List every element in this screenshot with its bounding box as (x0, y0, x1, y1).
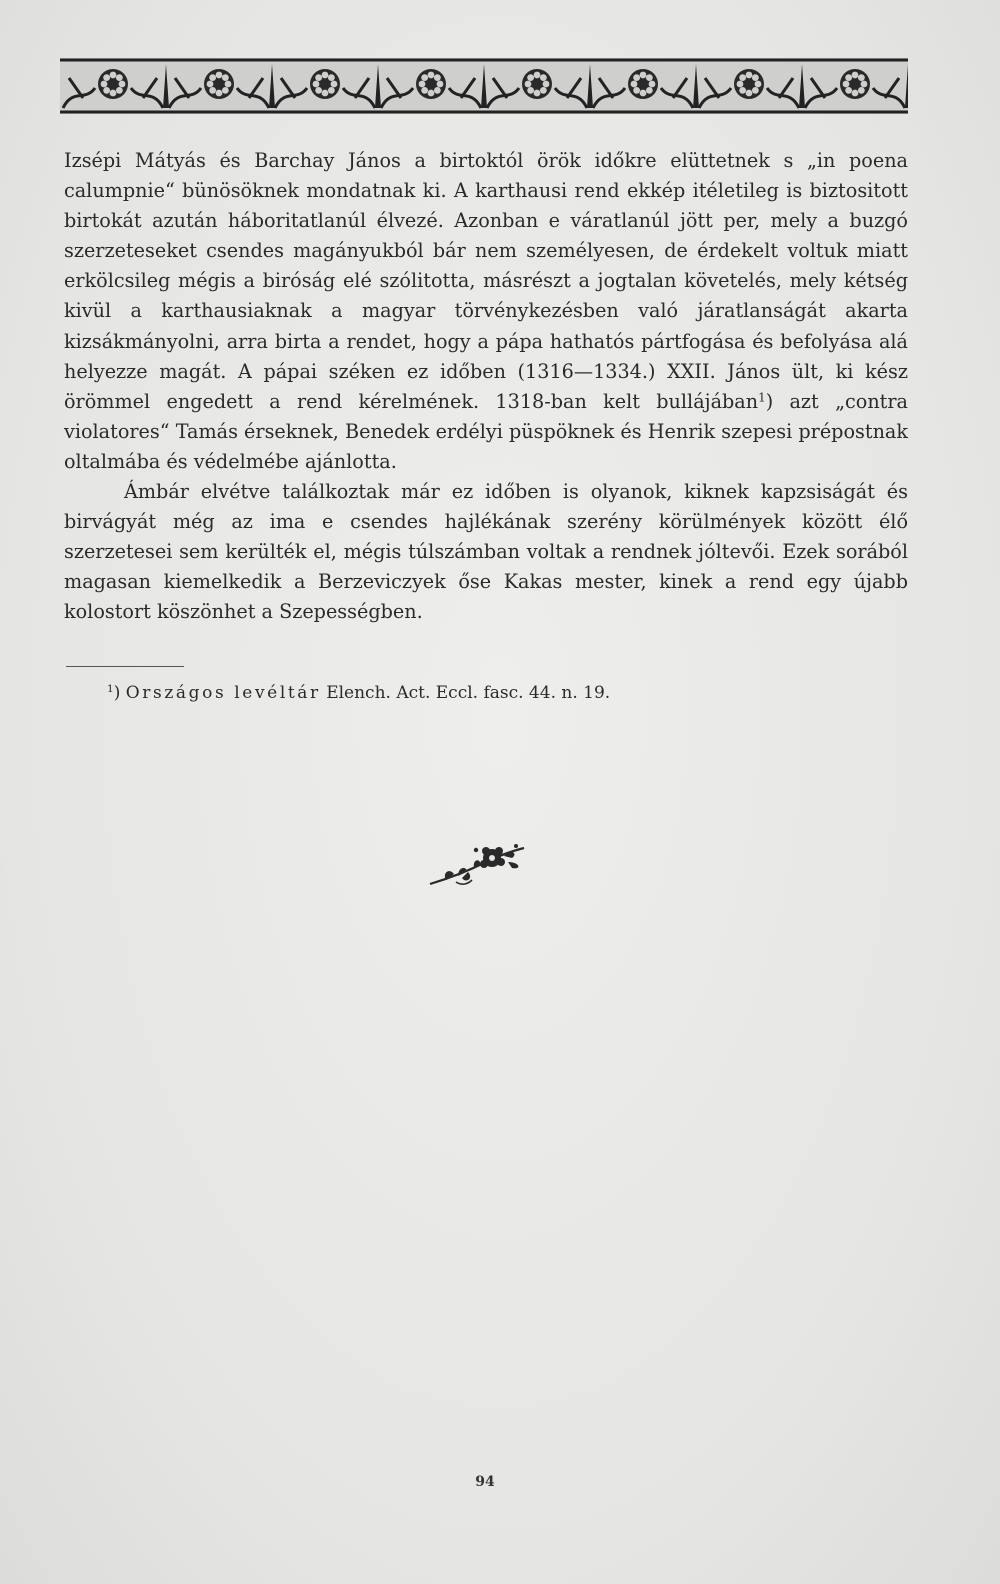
footnote-reference-text: Elench. Act. Eccl. fasc. 44. n. 19. (326, 683, 611, 703)
footnote-source: Országos levéltár (125, 683, 321, 703)
footnote-marker-paren: ) (113, 683, 121, 703)
paragraph-1-text: Izsépi Mátyás és Barchay János a birtoktól örök időkre elüttetnek s „in poena calumpnie“ bünösöknek mondatnak ki. A karthausi rend ekkép itéletileg is biztositott birtokát azután háboritatlanúl élvezé. Azonban e váratlanúl jött per, mely a buzgó szerzeteseket csendes magányukból bár nem személyesen, de érdekelt voltuk miatt erkölcsileg mégis a biróság elé szólitotta, másrészt a jogtalan követelés, mely kétség kivül a karthausiaknak a magyar törvénykezésben való járatlanságát akarta kizsákmányolni, arra birta a rendet, hogy a pápa hathatós pártfogása és befolyása alá helyezze magát. A pápai széken ez időben (1316—1334.) XXII. János ült, ki kész örömmel engedett a rend kérelmének. 1318-ban kelt bullájában (64, 149, 908, 413)
paragraph-1 (64, 146, 908, 477)
footnote (107, 680, 907, 706)
footnote-marker: 1 (107, 683, 114, 696)
paragraph-1-text-cont: ) azt „contra violatores“ Tamás érseknek, Benedek erdélyi püspöknek és Henrik szepesi prépostnak oltalmába és védelmébe ajánlotta. (64, 389, 908, 473)
footnote-reference: 1 (758, 390, 766, 405)
page-number: 94 (475, 1474, 495, 1490)
floral-flourish-icon (428, 838, 532, 890)
body-text (64, 146, 908, 628)
paragraph-2: Ámbár elvétve találkoztak már ez időben is olyanok, kiknek kapzsiságát és birvágyát még az ima e csendes hajlékának szerény körülmények között élő szerzetesei sem kerülték el, mégis túlszámban voltak a rendnek jóltevői. Ezek sorából magasan kiemelkedik a Berzeviczyek őse Kakas mester, kinek a rend egy újabb kolostort köszönhet a Szepességben. (64, 480, 908, 624)
footnote-rule (66, 666, 184, 667)
floral-border-ornament (60, 58, 908, 114)
